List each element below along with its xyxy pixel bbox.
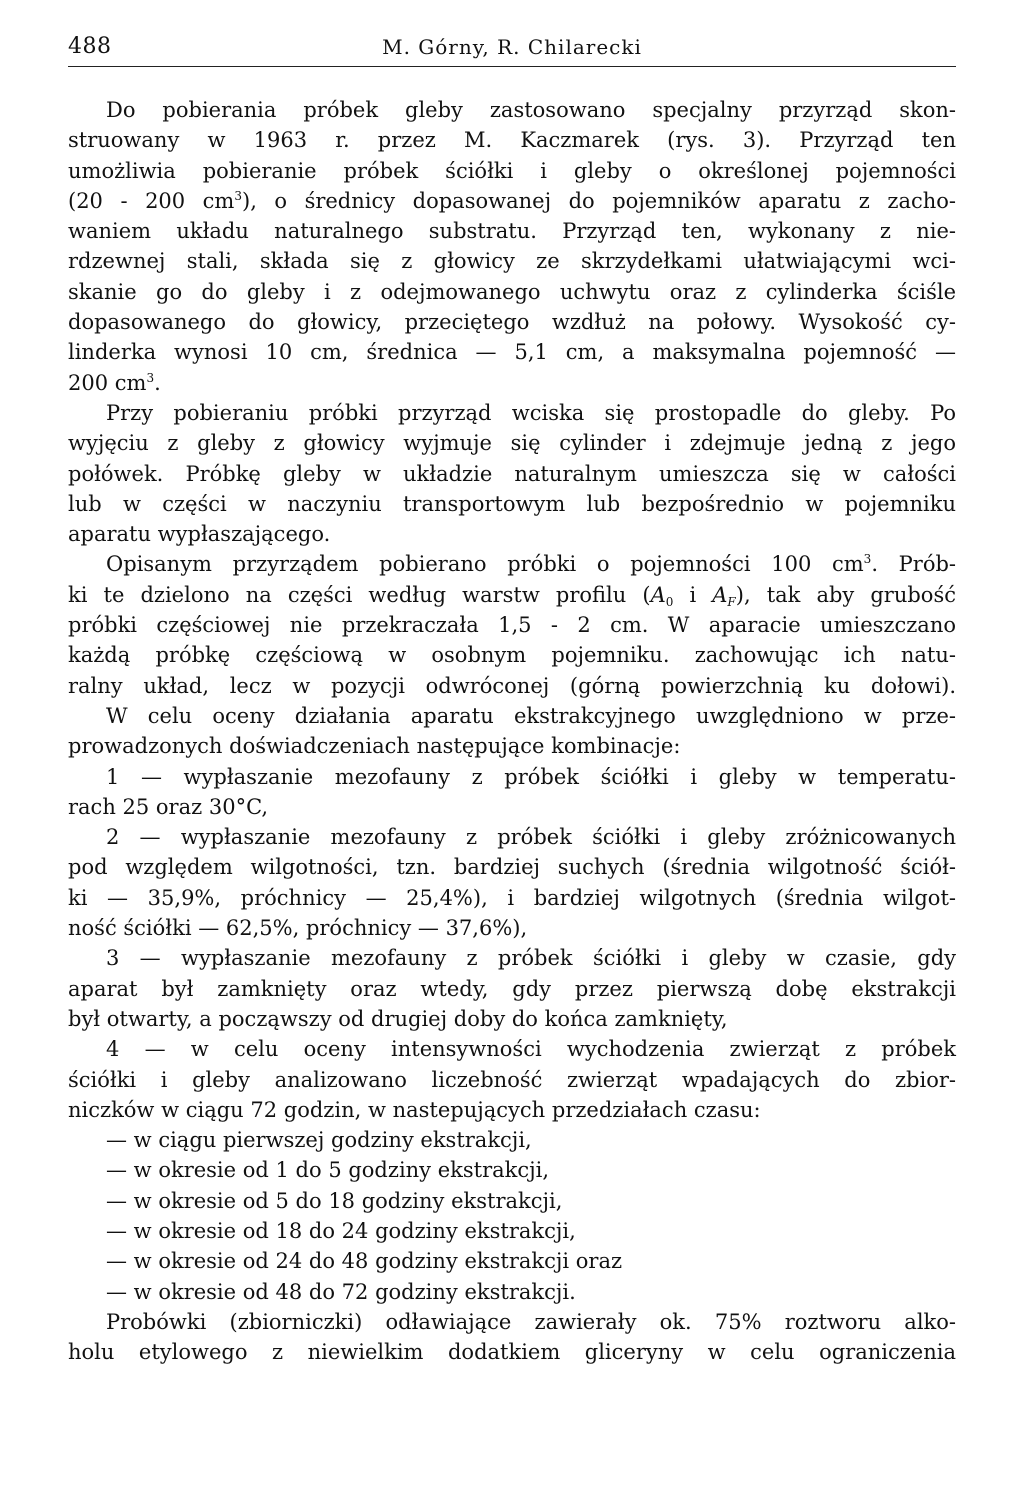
text-line: pod względem wilgotności, tzn. bardziej suchych (średnia wilgotność ściół- [68, 855, 956, 880]
text-line: próbki częściowej nie przekraczała 1,5 - 2 cm. W aparacie umieszczano [68, 613, 956, 638]
text-line: niczków w ciągu 72 godzin, w nastepujących przedziałach czasu: [68, 1097, 761, 1122]
text-line: linderka wynosi 10 cm, średnica — 5,1 cm, a maksymalna pojemność — [68, 340, 956, 365]
text-line: waniem układu naturalnego substratu. Przyrząd ten, wykonany z nie- [68, 219, 956, 244]
text-line: — w okresie od 18 do 24 godziny ekstrakcji, [106, 1218, 576, 1243]
text-line: prowadzonych doświadczeniach następujące kombinacje: [68, 734, 681, 759]
text-line: wyjęciu z gleby z głowicy wyjmuje się cylinder i zdejmuje jedną z jego [68, 431, 956, 456]
text-line: — w okresie od 24 do 48 godziny ekstrakcji oraz [106, 1249, 623, 1274]
body-text [68, 95, 956, 1367]
text-line: ki — 35,9%, próchnicy — 25,4%), i bardziej wilgotnych (średnia wilgot- [68, 885, 956, 910]
text-line: skanie go do gleby i z odejmowanego uchwytu oraz z cylinderka ściśle [68, 279, 956, 304]
text-line: ność ściółki — 62,5%, próchnicy — 37,6%), [68, 916, 528, 941]
text-line: — w ciągu pierwszej godziny ekstrakcji, [106, 1128, 532, 1153]
text-line: 200 $cm^3$. [68, 370, 161, 395]
text-line: ralny układ, lecz w pozycji odwróconej (górną powierzchnią ku dołowi). [68, 673, 956, 698]
text-line: połówek. Próbkę gleby w układzie naturalnym umieszcza się w całości [68, 461, 956, 486]
text-line: Przy pobieraniu próbki przyrząd wciska się prostopadle do gleby. Po [106, 400, 956, 425]
page-header [68, 32, 956, 67]
text-line: — w okresie od 48 do 72 godziny ekstrakcji. [106, 1279, 576, 1304]
text-line: — w okresie od 5 do 18 godziny ekstrakcji, [106, 1188, 563, 1213]
running-head: M. Górny, R. Chilarecki [382, 35, 642, 59]
text-line: dopasowanego do głowicy, przeciętego wzdłuż na połowy. Wysokość cy- [68, 310, 956, 335]
text-line: aparatu wypłaszającego. [68, 522, 331, 547]
text-line: struowany w 1963 r. przez M. Kaczmarek (rys. 3). Przyrząd ten [68, 128, 956, 153]
text-line: Opisanym przyrządem pobierano próbki o pojemności 100 $cm^3$. Prób- [106, 552, 957, 577]
text-line: umożliwia pobieranie próbek ściółki i gleby o określonej pojemności [68, 158, 956, 183]
text-line: aparat był zamknięty oraz wtedy, gdy przez pierwszą dobę ekstrakcji [68, 976, 956, 1001]
text-line: Do pobierania próbek gleby zastosowano specjalny przyrząd skon- [106, 98, 956, 122]
text-line: (20 - 200 $cm^3$), o średnicy dopasowanej do pojemników aparatu z zacho- [68, 188, 956, 213]
text-line: lub w części w naczyniu transportowym lub bezpośrednio w pojemniku [68, 491, 956, 516]
text-line: 1 — wypłaszanie mezofauny z próbek ściółki i gleby w temperatu- [106, 764, 956, 789]
text-line: rach 25 oraz 30°C, [68, 794, 269, 819]
text-line: ki te dzielono na części według warstw profilu ($A_0$ i $A_F$), tak aby grubość [68, 582, 956, 609]
text-line: ściółki i gleby analizowano liczebność zwierząt wpadających do zbior- [68, 1067, 956, 1092]
text-line: rdzewnej stali, składa się z głowicy ze skrzydełkami ułatwiającymi wci- [68, 249, 956, 274]
text-line: holu etylowego z niewielkim dodatkiem gliceryny w celu ograniczenia [68, 1340, 956, 1365]
text-line: każdą próbkę częściową w osobnym pojemniku. zachowując ich natu- [68, 643, 956, 668]
text-line: Probówki (zbiorniczki) odławiające zawierały ok. 75% roztworu alko- [106, 1309, 956, 1334]
text-line: 4 — w celu oceny intensywności wychodzenia zwierząt z próbek [106, 1037, 956, 1062]
text-line: 2 — wypłaszanie mezofauny z próbek ściółki i gleby zróżnicowanych [106, 825, 956, 850]
text-line: 3 — wypłaszanie mezofauny z próbek ściółki i gleby w czasie, gdy [106, 946, 956, 971]
text-line: — w okresie od 1 do 5 godziny ekstrakcji, [106, 1158, 550, 1183]
text-line: był otwarty, a począwszy od drugiej doby do końca zamknięty, [68, 1006, 728, 1031]
page-number: 488 [68, 34, 112, 59]
text-line: W celu oceny działania aparatu ekstrakcyjnego uwzględniono w prze- [106, 703, 956, 728]
